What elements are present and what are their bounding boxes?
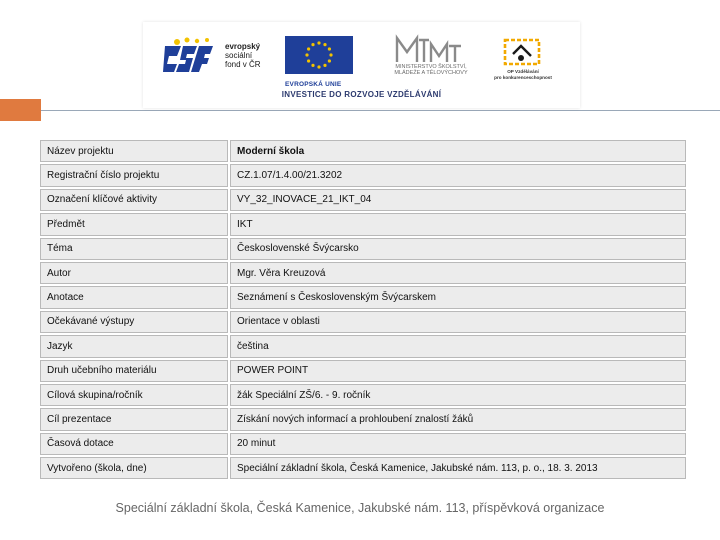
table-row: [40, 164, 686, 186]
eu-logo: [285, 36, 353, 88]
row-label: Předmět: [40, 213, 228, 235]
row-value: Mgr. Věra Kreuzová: [230, 262, 686, 284]
row-label: Název projektu: [40, 140, 228, 162]
table-row: [40, 286, 686, 308]
esf-mark-icon: [161, 36, 221, 86]
logo-banner: [143, 22, 580, 108]
eu-label: EVROPSKÁ UNIE: [285, 81, 342, 88]
row-label: Anotace: [40, 286, 228, 308]
row-label: Registrační číslo projektu: [40, 164, 228, 186]
footer-text: Speciální základní škola, Česká Kamenice, Jakubské nám. 113, příspěvková organizace: [115, 501, 605, 515]
table-row: [40, 262, 686, 284]
table-row: [40, 140, 686, 162]
row-label: Vytvořeno (škola, dne): [40, 457, 228, 479]
msmt-line-2: MLÁDEŽE A TĚLOVÝCHOVY: [394, 70, 468, 76]
row-label: Téma: [40, 238, 228, 260]
row-label: Časová dotace: [40, 433, 228, 455]
row-label: Označení klíčové aktivity: [40, 189, 228, 211]
esf-line-3: fond v ČR: [225, 60, 261, 69]
row-value: IKT: [230, 213, 686, 235]
divider-line: [41, 110, 720, 111]
row-value: Seznámení s Československým Švýcarskem: [230, 286, 686, 308]
table-row: [40, 384, 686, 406]
msmt-logo: [381, 34, 481, 84]
table-row: [40, 238, 686, 260]
msmt-mark-icon: [381, 34, 481, 64]
table-row: [40, 457, 686, 479]
table-row: [40, 408, 686, 430]
accent-block: [0, 99, 41, 121]
op-line-2: pro konkurenceschopnost: [494, 74, 552, 80]
row-value: Orientace v oblasti: [230, 311, 686, 333]
row-label: Cíl prezentace: [40, 408, 228, 430]
msmt-line-1: MINISTERSTVO ŠKOLSTVÍ,: [395, 64, 467, 70]
op-mark-icon: [483, 36, 563, 68]
row-value: 20 minut: [230, 433, 686, 455]
table-row: [40, 433, 686, 455]
eu-flag-icon: [285, 36, 353, 74]
esf-logo: [161, 36, 273, 86]
project-info-table: [38, 138, 688, 481]
row-value: Československé Švýcarsko: [230, 238, 686, 260]
msmt-caption: [381, 64, 481, 76]
esf-wordmark: [225, 42, 261, 69]
op-caption: [483, 69, 563, 80]
row-label: Jazyk: [40, 335, 228, 357]
row-label: Cílová skupina/ročník: [40, 384, 228, 406]
row-value: Moderní škola: [230, 140, 686, 162]
esf-line-2: sociální: [225, 51, 253, 60]
banner-caption: INVESTICE DO ROZVOJE VZDĚLÁVÁNÍ: [281, 90, 442, 99]
row-value: Speciální základní škola, Česká Kamenice, Jakubské nám. 113, p. o., 18. 3. 2013: [230, 457, 686, 479]
table-row: [40, 335, 686, 357]
row-value: CZ.1.07/1.4.00/21.3202: [230, 164, 686, 186]
row-label: Druh učebního materiálu: [40, 360, 228, 382]
op-line-1: OP Vzdělávání: [507, 69, 539, 74]
row-label: Autor: [40, 262, 228, 284]
table-row: [40, 189, 686, 211]
table-row: [40, 360, 686, 382]
table-row: [40, 213, 686, 235]
row-value: Získání nových informací a prohloubení znalostí žáků: [230, 408, 686, 430]
esf-line-1: evropský: [225, 42, 261, 51]
row-value: POWER POINT: [230, 360, 686, 382]
op-logo: [483, 36, 563, 86]
row-value: čeština: [230, 335, 686, 357]
row-value: VY_32_INOVACE_21_IKT_04: [230, 189, 686, 211]
table-row: [40, 311, 686, 333]
row-label: Očekávané výstupy: [40, 311, 228, 333]
row-value: žák Speciální ZŠ/6. - 9. ročník: [230, 384, 686, 406]
